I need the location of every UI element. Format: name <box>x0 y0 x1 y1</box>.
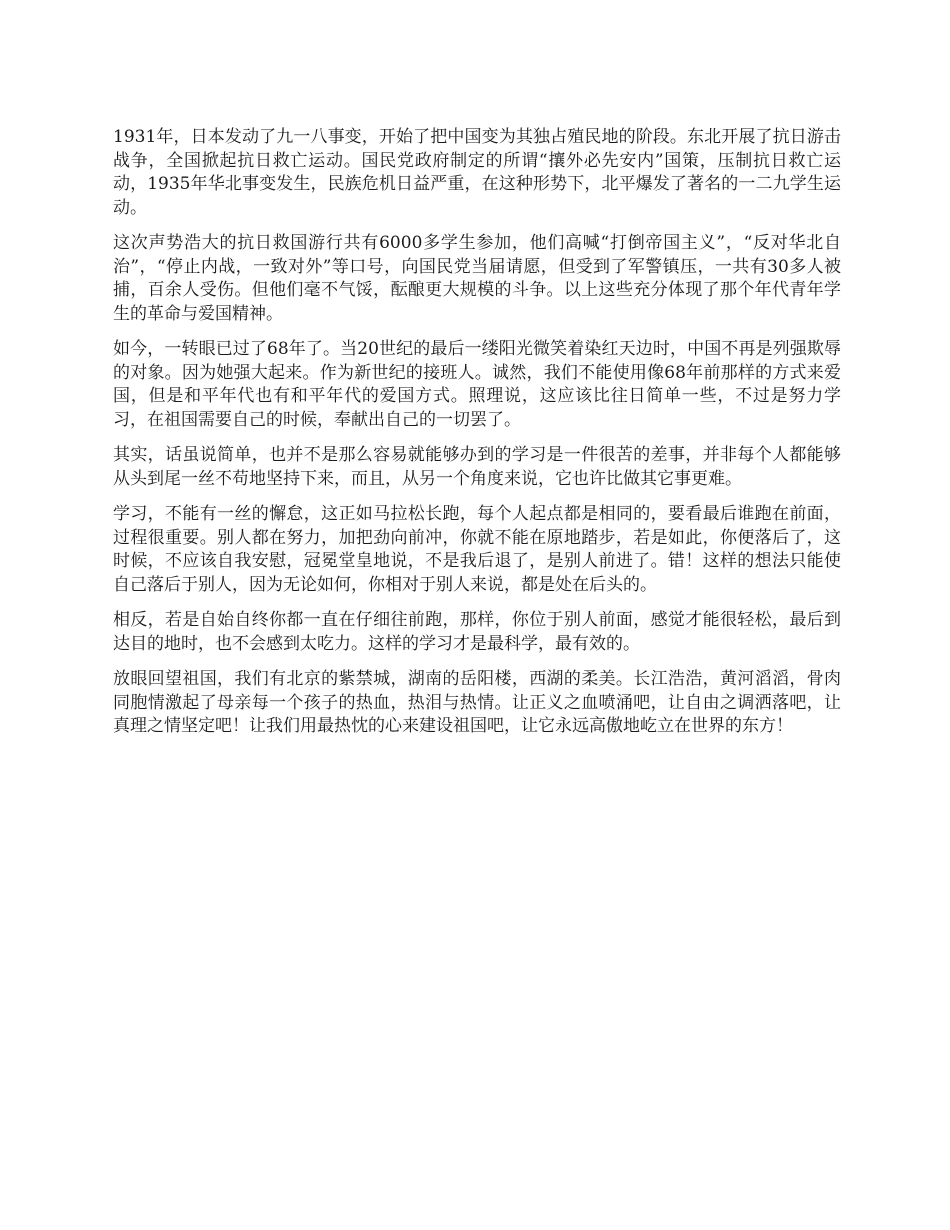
paragraph-5: 学习，不能有一丝的懈怠，这正如马拉松长跑，每个人起点都是相同的，要看最后谁跑在前面，过程很重要。别人都在努力，加把劲向前冲，你就不能在原地踏步，若是如此，你便落后了，这时候，不应该自我安慰，冠冕堂皇地说，不是我后退了，是别人前进了。错！这样的想法只能使自己落后于别人，因为无论如何，你相对于别人来说，都是处在后头的。 <box>113 504 841 595</box>
paragraph-2: 这次声势浩大的抗日救国游行共有6000多学生参加，他们高喊“打倒帝国主义”，“反对华北自治”，“停止内战，一致对外”等口号，向国民党当届请愿，但受到了军警镇压，一共有30多人被捕，百余人受伤。但他们毫不气馁，酝酿更大规模的斗争。以上这些充分体现了那个年代青年学生的革命与爱国精神。 <box>113 233 841 324</box>
paragraph-6: 相反，若是自始自终你都一直在仔细往前跑，那样，你位于别人前面，感觉才能很轻松，最后到达目的地时，也不会感到太吃力。这样的学习才是最科学，最有效的。 <box>113 610 841 654</box>
paragraph-3: 如今，一转眼已过了68年了。当20世纪的最后一缕阳光微笑着染红天边时，中国不再是列强欺辱的对象。因为她强大起来。作为新世纪的接班人。诚然，我们不能使用像68年前那样的方式来爱国，但是和平年代也有和平年代的爱国方式。照理说，这应该比往日简单一些，不过是努力学习，在祖国需要自己的时候，奉献出自己的一切罢了。 <box>113 339 841 430</box>
paragraph-1: 1931年，日本发动了九一八事变，开始了把中国变为其独占殖民地的阶段。东北开展了抗日游击战争，全国掀起抗日救亡运动。国民党政府制定的所谓“攘外必先安内”国策，压制抗日救亡运动，1935年华北事变发生，民族危机日益严重，在这种形势下，北平爆发了著名的一二九学生运动。 <box>113 127 841 218</box>
paragraph-4: 其实，话虽说简单，也并不是那么容易就能够办到的学习是一件很苦的差事，并非每个人都能够从头到尾一丝不苟地坚持下来，而且，从另一个角度来说，它也许比做其它事更难。 <box>113 445 841 489</box>
document-body <box>113 126 841 751</box>
paragraph-7: 放眼回望祖国，我们有北京的紫禁城，湖南的岳阳楼，西湖的柔美。长江浩浩，黄河滔滔，骨肉同胞情激起了母亲每一个孩子的热血，热泪与热情。让正义之血喷涌吧，让自由之调洒落吧，让真理之情坚定吧！让我们用最热忱的心来建设祖国吧，让它永远高傲地屹立在世界的东方！ <box>113 669 841 736</box>
